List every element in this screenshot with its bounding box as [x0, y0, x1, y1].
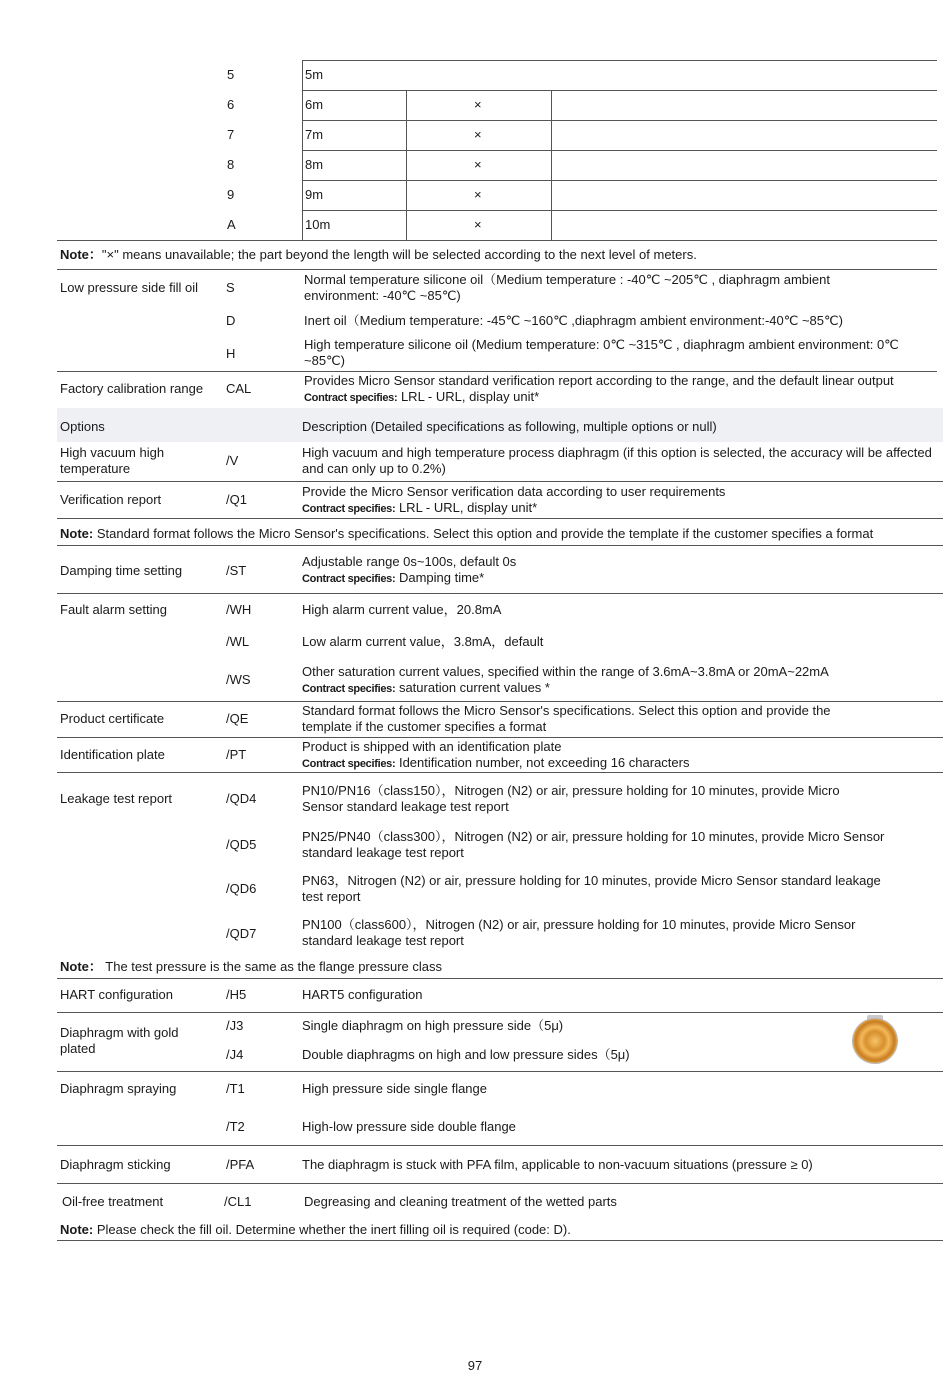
leakage-code: /QD4 [226, 791, 257, 806]
note-text: "×" means unavailable; the part beyond the length will be selected according to the next level of meters. [101, 247, 697, 262]
options-header-label: Options [60, 419, 105, 434]
ident-plate-desc: Product is shipped with an identification plate [302, 739, 562, 754]
fill-oil-code: D [226, 313, 236, 328]
leakage-desc: PN10/PN16（class150），Nitrogen (N2) or air, pressure holding for 10 minutes, provide Micro Sensor standard leakage test report [302, 783, 840, 814]
rule [302, 180, 937, 181]
leakage-code: /QD5 [226, 837, 257, 852]
column-divider [302, 60, 303, 240]
rule [57, 1183, 943, 1184]
fill-oil-code: H [226, 346, 236, 361]
sticking-label: Diaphragm sticking [60, 1157, 171, 1172]
gold-desc: Single diaphragm on high pressure side（5μ) [302, 1018, 564, 1033]
ident-plate-spec [302, 755, 689, 772]
damping-spec [302, 570, 484, 587]
contract-specifies-text: Identification number, not exceeding 16 characters [398, 755, 690, 770]
fill-oil-desc: High temperature silicone oil (Medium temperature: 0℃ ~315℃ , diaphragm ambient environment: 0℃ ~85℃) [304, 337, 899, 368]
rule [57, 978, 943, 979]
contract-specifies-text: Damping time* [398, 570, 485, 585]
rule [57, 1145, 943, 1146]
rule [302, 150, 937, 151]
oil-free-code: /CL1 [224, 1194, 252, 1209]
vacuum-code: /V [226, 453, 239, 468]
spraying-code: /T2 [226, 1119, 245, 1134]
calibration-spec [304, 389, 539, 406]
hart-label: HART configuration [60, 987, 173, 1002]
fill-oil-desc: Normal temperature silicone oil（Medium temperature : -40℃ ~205℃ , diaphragm ambient environment: -40℃ ~85℃) [304, 272, 830, 303]
length-value: 10m [305, 217, 331, 232]
gold-label: Diaphragm with gold plated [60, 1025, 179, 1056]
leakage-note [60, 959, 442, 975]
note-label: Note： [60, 247, 102, 262]
spraying-desc: High pressure side single flange [302, 1081, 487, 1096]
rule [57, 481, 943, 482]
vacuum-label: High vacuum high temperature [60, 445, 165, 476]
column-divider [406, 90, 407, 240]
rule [57, 737, 943, 738]
spraying-desc: High-low pressure side double flange [302, 1119, 516, 1134]
sticking-code: /PFA [226, 1157, 255, 1172]
certificate-code: /QE [226, 711, 249, 726]
contract-specifies-text: LRL - URL, display unit* [400, 389, 540, 404]
verification-label: Verification report [60, 492, 162, 507]
calibration-desc: Provides Micro Sensor standard verification report according to the range, and the default linear output [304, 373, 894, 388]
fault-alarm-desc: Low alarm current value，3.8mA，default [302, 634, 544, 649]
length-value: 7m [305, 127, 324, 142]
spraying-code: /T1 [226, 1081, 245, 1096]
leakage-code: /QD6 [226, 881, 257, 896]
rule [57, 772, 943, 773]
certificate-label: Product certificate [60, 711, 165, 726]
verification-note [60, 526, 873, 542]
options-header-desc: Description (Detailed specifications as following, multiple options or null) [302, 419, 717, 434]
unavailable-mark: × [474, 187, 482, 202]
length-value: 6m [305, 97, 324, 112]
rule [302, 60, 937, 61]
contract-specifies-text: LRL - URL, display unit* [398, 500, 538, 515]
oil-free-desc: Degreasing and cleaning treatment of the wetted parts [304, 1194, 617, 1209]
gold-desc: Double diaphragms on high and low pressure sides（5μ) [302, 1047, 630, 1062]
fault-alarm-code: /WL [226, 634, 250, 649]
certificate-desc: Standard format follows the Micro Sensor's specifications. Select this option and provide the template if the customer specifies a format [302, 703, 831, 734]
calibration-label: Factory calibration range [60, 381, 204, 396]
rule [57, 1240, 943, 1241]
leakage-desc: PN63，Nitrogen (N2) or air, pressure holding for 10 minutes, provide Micro Sensor standard leakage test report [302, 873, 881, 904]
note-label: Note: [60, 1222, 94, 1237]
verification-code: /Q1 [226, 492, 247, 507]
fault-alarm-desc: Other saturation current values, specified within the range of 3.6mA~3.8mA or 20mA~22mA [302, 664, 829, 679]
oil-free-label: Oil-free treatment [62, 1194, 164, 1209]
note-text: The test pressure is the same as the flange pressure class [105, 959, 442, 974]
gold-code: /J4 [226, 1047, 244, 1062]
rule [57, 1012, 943, 1013]
fill-oil-desc: Inert oil（Medium temperature: -45℃ ~160℃ ,diaphragm ambient environment:-40℃ ~85℃) [304, 313, 843, 328]
vacuum-desc: High vacuum and high temperature process diaphragm (if this option is selected, the accuracy will be affected and can only up to 0.2%) [302, 445, 932, 476]
final-note [60, 1222, 571, 1238]
length-code: A [227, 217, 236, 232]
gold-code: /J3 [226, 1018, 244, 1033]
sticking-desc: The diaphragm is stuck with PFA film, applicable to non-vacuum situations (pressure ≥ 0) [302, 1157, 813, 1172]
hart-desc: HART5 configuration [302, 987, 423, 1002]
rule [302, 120, 937, 121]
fault-alarm-code: /WH [226, 602, 252, 617]
damping-desc: Adjustable range 0s~100s, default 0s [302, 554, 517, 569]
rule [57, 240, 937, 241]
fill-oil-code: S [226, 280, 235, 295]
length-code: 8 [227, 157, 235, 172]
rule [57, 269, 937, 270]
length-code: 7 [227, 127, 235, 142]
rule [57, 593, 943, 594]
note-text: Please check the fill oil. Determine whether the inert filling oil is required (code: D). [96, 1222, 571, 1237]
unavailable-mark: × [474, 217, 482, 232]
fill-oil-label: Low pressure side fill oil [60, 280, 199, 295]
fault-alarm-code: /WS [226, 672, 251, 687]
page-number: 97 [467, 1358, 483, 1373]
rule [57, 701, 943, 702]
leakage-code: /QD7 [226, 926, 257, 941]
contract-specifies-label: Contract specifies: [302, 503, 396, 515]
rule [302, 90, 937, 91]
calibration-code: CAL [226, 381, 252, 396]
leakage-label: Leakage test report [60, 791, 173, 806]
length-code: 5 [227, 67, 235, 82]
contract-specifies-label: Contract specifies: [304, 392, 398, 404]
length-note [60, 247, 697, 263]
contract-specifies-label: Contract specifies: [302, 683, 396, 695]
gold-diaphragm-image [853, 1019, 897, 1063]
note-text: Standard format follows the Micro Sensor's specifications. Select this option and provide the template if the customer specifies a format [96, 526, 874, 541]
note-label: Note： [60, 959, 102, 974]
ident-plate-code: /PT [226, 747, 247, 762]
hart-code: /H5 [226, 987, 247, 1002]
length-code: 9 [227, 187, 235, 202]
damping-label: Damping time setting [60, 563, 183, 578]
unavailable-mark: × [474, 157, 482, 172]
rule [57, 545, 943, 546]
unavailable-mark: × [474, 127, 482, 142]
contract-specifies-label: Contract specifies: [302, 573, 396, 585]
fault-alarm-label: Fault alarm setting [60, 602, 167, 617]
contract-specifies-text: saturation current values * [398, 680, 550, 695]
length-value: 9m [305, 187, 324, 202]
leakage-desc: PN100（class600），Nitrogen (N2) or air, pressure holding for 10 minutes, provide Micro Sensor standard leakage test report [302, 917, 856, 948]
note-label: Note: [60, 526, 94, 541]
rule [57, 1071, 943, 1072]
fault-alarm-spec [302, 680, 550, 697]
unavailable-mark: × [474, 97, 482, 112]
ident-plate-label: Identification plate [60, 747, 165, 762]
fault-alarm-desc: High alarm current value，20.8mA [302, 602, 502, 617]
length-value: 8m [305, 157, 324, 172]
leakage-desc: PN25/PN40（class300），Nitrogen (N2) or air, pressure holding for 10 minutes, provide Micro Sensor standard leakage test report [302, 829, 885, 860]
spraying-label: Diaphragm spraying [60, 1081, 177, 1096]
rule [57, 518, 943, 519]
damping-code: /ST [226, 563, 247, 578]
rule [57, 371, 937, 372]
verification-spec [302, 500, 537, 517]
length-value: 5m [305, 67, 324, 82]
verification-desc: Provide the Micro Sensor verification data according to user requirements [302, 484, 726, 499]
rule [302, 210, 937, 211]
column-divider [551, 90, 552, 240]
length-code: 6 [227, 97, 235, 112]
contract-specifies-label: Contract specifies: [302, 758, 396, 770]
